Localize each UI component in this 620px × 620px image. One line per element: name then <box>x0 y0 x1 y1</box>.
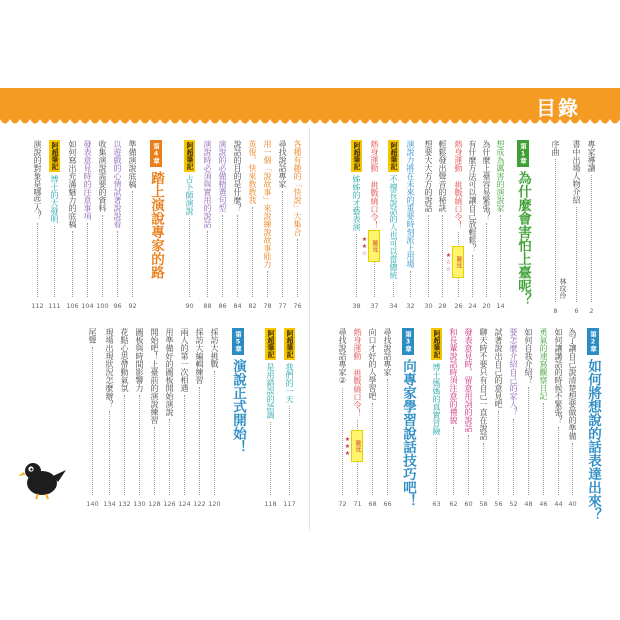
note-tag: 阿超筆記 <box>390 142 398 170</box>
header-scallop <box>0 119 620 128</box>
toc-entry[interactable]: 用準備好的圖板開始演說 126 <box>163 328 176 508</box>
toc-entry[interactable]: 書中出場人物介紹 6 <box>572 140 581 315</box>
difficulty-badge: 難度★☆☆ <box>452 246 464 278</box>
chapter-3-heading[interactable]: 第3章向專家學習說話技巧吧！ <box>398 328 418 508</box>
difficulty-badge: 難度★★★ <box>351 430 363 462</box>
toc-entry[interactable]: 如何寫出充滿魅力的底稿 106 <box>66 140 79 310</box>
toc-entry[interactable]: 為什麼上臺容易緊張？ 20 <box>482 140 491 310</box>
toc-entry[interactable]: 阿超筆記 是用錯誤的語調 118 <box>264 330 277 508</box>
chapter-5-heading[interactable]: 第5章演說正式開始！ <box>228 328 248 454</box>
toc-entry[interactable]: 用一個「說故事」來說練說故事能力 78 <box>263 140 272 310</box>
toc-entry[interactable]: 採訪大編輯練習 122 <box>193 328 206 508</box>
toc-entry[interactable]: 阿超筆記 我們的一天 117 <box>283 330 296 508</box>
toc-entry[interactable]: 為了讓自己說清楚想要做的準備 40 <box>568 328 577 508</box>
toc-entry[interactable]: 說話的目的是什麼？ 84 <box>233 140 242 310</box>
toc-entry[interactable]: 準備演說底稿 92 <box>128 140 137 310</box>
chapter-4-heading[interactable]: 第4章踏上演說專家的路 <box>146 140 166 279</box>
toc-entry[interactable]: 發表意見時，留意用詞的說話 60 <box>464 328 473 508</box>
toc-entry[interactable]: 向口才好的人學習吧 68 <box>368 328 377 508</box>
author-name: 林玟伶 <box>559 278 567 299</box>
difficulty-badge: 難度★★☆ <box>368 230 380 262</box>
page-gutter <box>309 128 310 530</box>
toc-entry[interactable]: 尋找說話專家 77 <box>278 140 287 310</box>
toc-entry[interactable]: 熱身運動 挑戰繞口令！ 71 <box>353 328 362 508</box>
toc-entry[interactable]: 勇氣的速寫觀察日記 46 <box>539 328 548 508</box>
toc-entry[interactable]: 阿超筆記 博士媽媽的真實冒險 63 <box>432 330 441 508</box>
toc-entry[interactable]: 兩人的第一次相遇 124 <box>178 328 191 508</box>
note-tag: 阿超筆記 <box>286 330 294 358</box>
note-tag: 阿超筆記 <box>433 330 441 358</box>
toc-entry[interactable]: 阿超筆記 不擅長說話的人也可以當總統 34 <box>389 142 398 310</box>
toc-entry[interactable]: 各種有趣的「快說」大集合 76 <box>293 140 302 310</box>
toc-title: 目錄 <box>536 96 580 120</box>
toc-entry[interactable]: 開始吧！上臺前的演說練習 128 <box>148 328 161 508</box>
toc-entry[interactable]: 和長輩說話時須注意的禮貌 62 <box>449 328 458 508</box>
chapter-1-heading[interactable]: 第1章為什麼會害怕上臺呢？ <box>513 140 533 306</box>
toc-entry[interactable]: 演說的必備精選句型 86 <box>218 140 227 310</box>
crow-illustration <box>18 456 68 500</box>
toc-entry[interactable]: 採訪大挑戰 120 <box>208 328 221 508</box>
toc-entry[interactable]: 要怎麼介紹自己的家人？ 52 <box>509 328 518 508</box>
toc-entry[interactable]: 聊天時不要只有自己一直在說話 58 <box>479 328 488 508</box>
toc-entry[interactable]: 如何自我介紹？ 48 <box>524 328 533 508</box>
toc-entry[interactable]: 如何讓講話的時候不緊張？ 44 <box>554 328 563 508</box>
toc-entry[interactable]: 熱身運動 挑戰繞口令！ 26 <box>454 140 463 310</box>
note-tag: 阿超筆記 <box>267 330 275 358</box>
toc-entry[interactable]: 尋找說話專家② 72 <box>338 328 347 508</box>
toc-entry[interactable]: 試著說出自己的意見吧 56 <box>494 328 503 508</box>
toc-entry[interactable]: 阿超筆記 博士的大發明 111 <box>48 142 61 310</box>
toc-entry[interactable]: 尾聲 140 <box>86 328 99 508</box>
note-tag: 阿超筆記 <box>51 142 59 170</box>
toc-entry[interactable]: 有什麼方法可以讓自己放輕鬆？ 24 <box>468 140 477 310</box>
toc-entry[interactable]: 專家導讀 2 <box>587 140 596 315</box>
toc-entry[interactable]: 花點心思帶動氣氛 132 <box>118 328 131 508</box>
note-tag: 阿超筆記 <box>186 142 194 170</box>
header-band <box>0 88 620 119</box>
toc-entry[interactable]: 想要大大方方的說話 30 <box>424 140 433 310</box>
chapter-2-heading[interactable]: 第2章如何將想說的話表達出來？ <box>583 328 603 521</box>
toc-entry[interactable]: 以遊戲的心情試著說說看 96 <box>113 140 122 310</box>
toc-entry[interactable]: 演說力將在未來的重要時刻派上用場 32 <box>406 140 415 310</box>
toc-entry[interactable]: 圖板與時間影響力 130 <box>133 328 146 508</box>
toc-entry[interactable]: 演說時必須與實用的說話 88 <box>203 140 212 310</box>
toc-entry[interactable]: 收集演說需要的資料 100 <box>96 140 109 310</box>
note-tag: 阿超筆記 <box>353 142 361 170</box>
toc-entry[interactable]: 發表意見時的注意事項 104 <box>81 140 94 310</box>
toc-entry[interactable]: 序曲 8 <box>551 140 560 315</box>
toc-entry[interactable]: 尋找說話專家 66 <box>383 328 392 508</box>
toc-entry[interactable]: 阿超筆記 占卜師演說 90 <box>185 142 194 310</box>
toc-entry[interactable]: 演說的對象是哪些人？ 112 <box>31 140 44 310</box>
toc-entry[interactable]: 現場出現狀況怎麼辦？ 134 <box>103 328 116 508</box>
toc-entry[interactable]: 英俊、快來教教我 82 <box>248 140 257 310</box>
toc-entry[interactable]: 輕鬆發出聲音的秘訣 28 <box>438 140 447 310</box>
toc-entry[interactable]: 想成為厲害的演說家 14 <box>496 140 505 310</box>
toc-entry[interactable]: 熱身運動 挑戰繞口令！ 37 <box>370 140 379 310</box>
toc-entry[interactable]: 阿超筆記 姊姊的才藝表演 38 <box>352 142 361 310</box>
